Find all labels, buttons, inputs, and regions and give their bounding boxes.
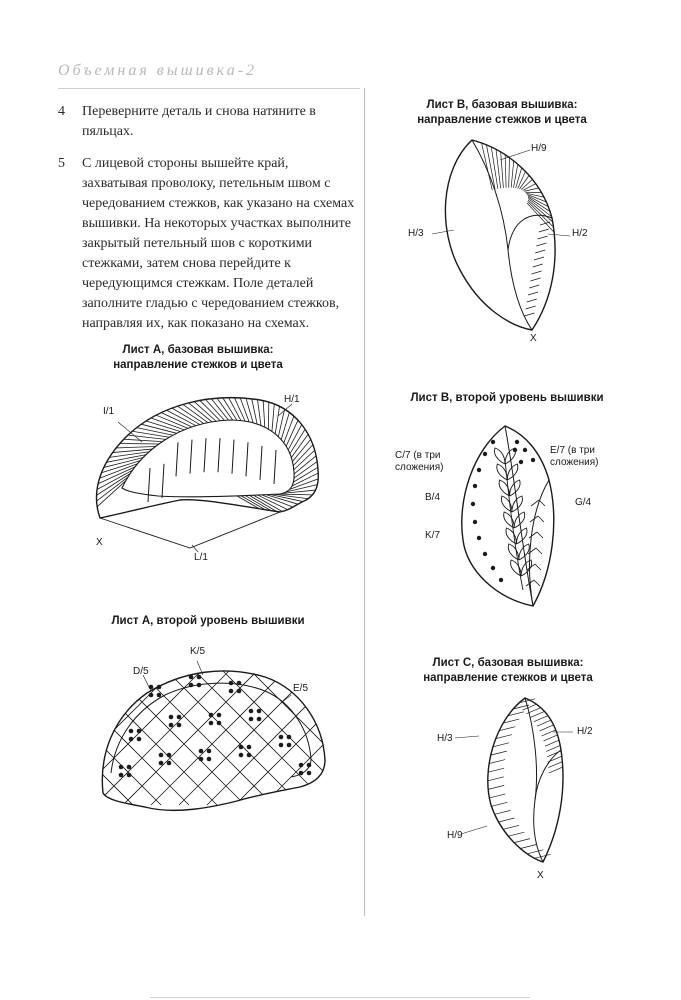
stitch-line — [542, 730, 556, 736]
lattice-line — [263, 655, 413, 805]
dot — [307, 763, 312, 768]
stitch-line — [533, 264, 543, 267]
dot — [499, 578, 503, 582]
label-e5: E/5 — [293, 683, 309, 694]
stitch-line — [116, 446, 155, 447]
dot — [247, 753, 252, 758]
step-text: С лицевой стороны вышейте край, захватывая проволоку, петельным швом с чередованием стежков, как указано на схемах вышивки. На некоторых участках выполните закрытый петельный шов с короткими стежками, затем снова перейдите к чередующимся стежкам. Поле деталей заполните гладью с чередованием стежков, направляя их, как показано на схемах. — [82, 156, 355, 331]
stitch-line — [272, 404, 274, 431]
dot — [207, 749, 212, 754]
label-i1: I/1 — [103, 406, 115, 417]
dot — [237, 689, 242, 694]
dot — [491, 566, 495, 570]
label-h3: H/3 — [408, 228, 424, 239]
label-line: сложения) — [550, 457, 599, 468]
stitch-line — [499, 818, 515, 822]
lattice-line — [0, 655, 105, 805]
dot — [531, 458, 535, 462]
dot — [513, 448, 517, 452]
dot — [197, 683, 202, 688]
dot — [483, 452, 487, 456]
label-line: C/7 (в три — [395, 450, 441, 461]
stitch-line — [524, 313, 534, 316]
header-rule — [58, 88, 360, 89]
stitch-line — [489, 794, 505, 798]
dot — [127, 773, 132, 778]
label-h3: H/3 — [437, 733, 453, 744]
stitch-line — [488, 785, 504, 789]
title-line: Лист А, базовая вышивка: — [122, 344, 274, 356]
stitch-line — [537, 720, 551, 726]
dot — [209, 721, 214, 726]
g4-stitch — [526, 580, 540, 586]
stitch-line — [527, 299, 537, 302]
dot — [149, 693, 154, 698]
stitch-line — [548, 756, 562, 762]
dot — [207, 757, 212, 762]
dot — [471, 502, 475, 506]
dot — [229, 681, 234, 686]
stitch-line — [546, 745, 560, 751]
blue-stitch — [218, 438, 220, 472]
dot — [299, 771, 304, 776]
title-line: Лист С, базовая вышивка: — [432, 657, 584, 669]
dot — [137, 737, 142, 742]
step-number: 4 — [58, 104, 65, 119]
label-x: X — [530, 333, 537, 344]
blue-stitch — [246, 442, 248, 476]
dot — [197, 675, 202, 680]
stitch-line — [189, 403, 212, 422]
stitch-line — [538, 236, 548, 239]
stitch-line — [278, 494, 312, 495]
sheet-c-base-diagram — [455, 690, 595, 870]
dot — [149, 685, 154, 690]
stitch-line — [281, 412, 289, 439]
stitch-line — [161, 413, 192, 427]
stitch-line — [491, 802, 507, 806]
stitch-line — [549, 767, 563, 773]
blue-stitch — [274, 450, 276, 484]
label-k5: K/5 — [190, 646, 206, 657]
stitch-line — [528, 292, 538, 295]
stitch-line — [257, 400, 261, 426]
dot — [167, 753, 172, 758]
stitch-line — [501, 152, 504, 188]
label-h2: H/2 — [572, 228, 588, 239]
blue-stitch — [162, 464, 164, 498]
label-c7 — [395, 450, 444, 474]
label-line: E/7 (в три — [550, 445, 595, 456]
stitch-line — [177, 406, 203, 423]
dot — [477, 536, 481, 540]
stitch-line — [491, 751, 507, 755]
dot — [279, 735, 284, 740]
stitch-line — [172, 408, 200, 424]
stitch-line — [499, 727, 515, 731]
blue-stitch — [148, 468, 150, 502]
blue-stitch — [176, 442, 178, 476]
stitch-line — [263, 401, 265, 428]
stitch-line — [535, 854, 551, 858]
label-l1: L/1 — [194, 552, 208, 563]
title-line: направление стежков и цвета — [417, 114, 587, 126]
stitch-line — [526, 306, 536, 309]
dot — [473, 520, 477, 524]
stitch-line — [489, 760, 505, 764]
dot — [127, 765, 132, 770]
stitch-line — [284, 416, 294, 443]
stitch-line — [488, 768, 504, 772]
step-number: 5 — [58, 156, 65, 171]
stitch-line — [493, 743, 509, 747]
lattice-line — [0, 655, 105, 805]
sheet-b-base-diagram — [400, 130, 600, 340]
stitch-line — [534, 716, 548, 722]
dot — [217, 721, 222, 726]
stitch-line — [194, 402, 216, 422]
lattice-line — [0, 655, 133, 805]
dot — [239, 753, 244, 758]
leaf-shape — [494, 448, 505, 464]
sheet-a-second-diagram — [95, 655, 335, 825]
dot — [217, 713, 222, 718]
dot — [239, 745, 244, 750]
dot — [257, 717, 262, 722]
label-e7 — [550, 445, 599, 469]
sheet-b-base-title — [392, 98, 612, 128]
stitch-line — [495, 810, 511, 814]
dot — [237, 681, 242, 686]
dot — [189, 683, 194, 688]
stitch-line — [275, 406, 279, 434]
dot — [257, 709, 262, 714]
dot — [473, 484, 477, 488]
label-h1: H/1 — [284, 394, 300, 405]
stitch-line — [97, 470, 133, 489]
stitch-line — [545, 740, 559, 746]
sheet-c-base-title — [398, 656, 618, 686]
stitch-line — [522, 704, 536, 710]
dot — [491, 440, 495, 444]
dot — [119, 765, 124, 770]
footer-rule — [150, 997, 530, 998]
title-line: Лист В, базовая вышивка: — [426, 99, 578, 111]
stitch-line — [167, 410, 196, 425]
blue-stitch — [260, 446, 262, 480]
stitch-line — [503, 825, 519, 829]
dot — [247, 745, 252, 750]
step-text: Переверните деталь и снова натяните в пяльцах. — [82, 104, 316, 139]
stitch-line — [539, 725, 553, 731]
dot — [307, 771, 312, 776]
stitch-line — [511, 161, 514, 188]
dot — [167, 761, 172, 766]
stitch-line — [514, 839, 530, 843]
dot — [199, 749, 204, 754]
dot — [515, 440, 519, 444]
column-divider — [364, 88, 365, 916]
stitch-line — [509, 158, 510, 188]
dot — [129, 729, 134, 734]
dot — [519, 460, 523, 464]
stitch-line — [124, 439, 163, 441]
dot — [209, 713, 214, 718]
dot — [177, 723, 182, 728]
label-x: X — [537, 870, 544, 881]
dot — [137, 729, 142, 734]
stitch-line — [240, 398, 249, 422]
stitch-line — [97, 481, 126, 507]
title-line: направление стежков и цвета — [113, 359, 283, 371]
lattice-line — [0, 655, 77, 805]
dot — [523, 448, 527, 452]
stitch-line — [534, 257, 544, 260]
label-h2: H/2 — [577, 726, 593, 737]
label-h9: H/9 — [447, 830, 463, 841]
dot — [279, 743, 284, 748]
page-header: Объемная вышивка-2 — [58, 62, 258, 79]
dot — [169, 715, 174, 720]
label-d5: D/5 — [133, 666, 149, 677]
stitch-line — [183, 404, 208, 422]
dot — [483, 552, 487, 556]
dot — [159, 761, 164, 766]
sheet-b-second-title: Лист В, второй уровень вышивки — [410, 392, 604, 404]
blue-stitch — [232, 440, 234, 474]
dot — [157, 693, 162, 698]
dot — [199, 757, 204, 762]
dot — [129, 737, 134, 742]
blue-stitch — [204, 438, 206, 472]
dot — [249, 709, 254, 714]
dot — [119, 773, 124, 778]
dot — [169, 723, 174, 728]
g4-stitch — [530, 516, 544, 522]
dot — [177, 715, 182, 720]
label-k7: K/7 — [425, 530, 441, 541]
stitch-line — [505, 155, 506, 188]
stitch-line — [539, 229, 549, 232]
sheet-a-base-title — [88, 343, 308, 373]
dot — [189, 675, 194, 680]
label-b4: B/4 — [425, 492, 441, 503]
stitch-line — [200, 400, 220, 420]
stitch-line — [520, 844, 536, 848]
dot — [299, 763, 304, 768]
dot — [249, 717, 254, 722]
lattice-line — [0, 655, 133, 805]
dot — [157, 685, 162, 690]
stitch-line — [508, 832, 524, 836]
stitch-line — [496, 735, 512, 739]
stitch-line — [535, 250, 545, 253]
stitch-line — [548, 762, 562, 768]
sheet-a-second-title: Лист А, второй уровень вышивки — [111, 615, 305, 627]
label-line: сложения) — [395, 462, 444, 473]
dot — [159, 753, 164, 758]
dot — [287, 735, 292, 740]
stitch-line — [536, 243, 546, 246]
dot — [477, 468, 481, 472]
stitch-line — [530, 711, 544, 717]
stitch-line — [532, 271, 542, 274]
stitch-line — [137, 428, 173, 436]
stitch-line — [544, 735, 558, 741]
leaf-shape — [499, 480, 510, 496]
dot — [287, 743, 292, 748]
dot — [229, 689, 234, 694]
title-line: направление стежков и цвета — [423, 672, 593, 684]
label-x: X — [96, 537, 103, 548]
blue-stitch — [190, 440, 192, 474]
label-h9: H/9 — [531, 143, 547, 154]
stitch-line — [529, 285, 539, 288]
stitch-line — [488, 777, 504, 781]
sheet-a-base-diagram — [80, 380, 340, 570]
stitch-line — [206, 400, 225, 421]
label-g4: G/4 — [575, 497, 592, 508]
stitch-line — [527, 850, 543, 854]
stitch-line — [530, 278, 540, 281]
lattice-line — [0, 655, 77, 805]
